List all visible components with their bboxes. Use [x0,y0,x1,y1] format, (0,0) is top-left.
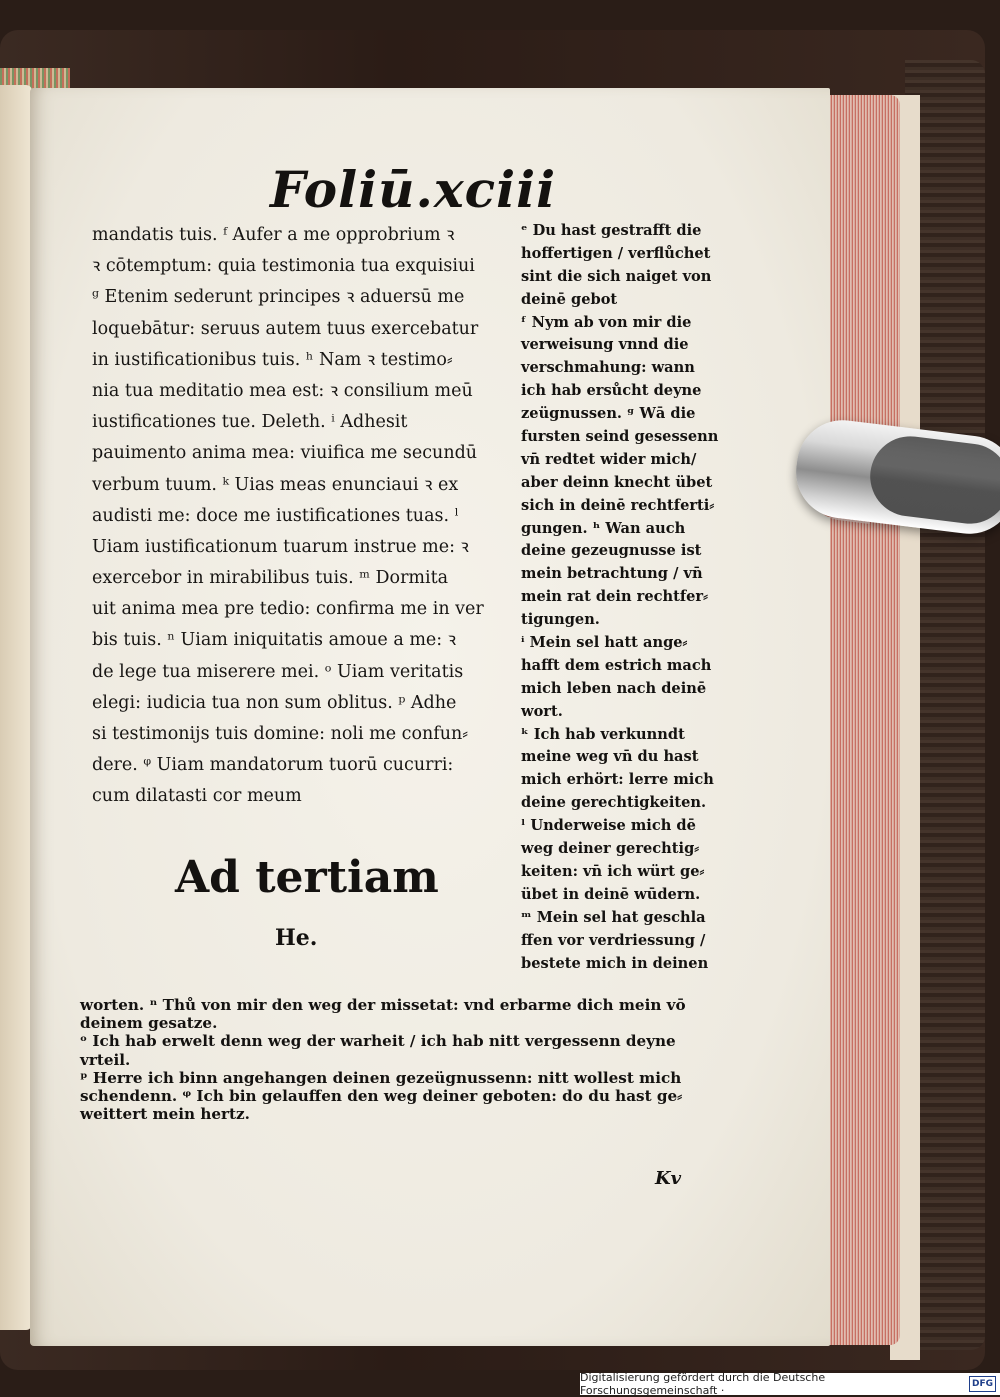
german-text-line: ⁱ Mein sel hatt ange⸗ [521,634,688,652]
latin-text-line: dere. ᵠ Uiam mandatorum tuorū cucurri: [92,755,454,776]
german-text-line: keiten: vn̄ ich würt ge⸗ [521,862,705,880]
german-text-line: mein rat dein rechtfer⸗ [521,588,708,606]
german-text-line: deine gezeugnusse ist [521,542,702,560]
latin-text-line: bis tuis. ⁿ Uiam iniquitatis amoue a me: ꝛ [92,630,457,651]
german-text-line: übet in deinē wūdern. [521,885,701,903]
footer-text: Digitalisierung gefördert durch die Deutsche Forschungsgemeinschaft · [580,1371,826,1397]
german-text-line: hafft dem estrich mach [521,656,712,674]
german-text-line: verschmahung: wann [521,359,695,377]
german-text-line: zeügnussen. ᵍ Wā die [521,405,696,423]
latin-text-line: nia tua meditatio mea est: ꝛ consilium meū [92,380,473,401]
german-text-line: wort. [521,702,563,720]
bottom-text-line: ᵖ Herre ich binn angehangen deinen gezeügnussenn: nitt wollest mich [80,1068,682,1087]
bottom-text-line: weittert mein hertz. [80,1105,250,1124]
german-text-line: verweisung vnnd die [521,336,689,354]
latin-text-line: ꝛ cōtemptum: quia testimonia tua exquisiui [92,256,475,277]
folio-heading: Foliū.xciii [270,160,557,219]
bottom-text-line: deinem gesatze. [80,1014,218,1033]
bottom-text-block [80,996,740,1123]
section-title: Ad tertiam [175,852,439,903]
german-text-line: ffen vor verdriessung / [521,931,706,949]
latin-text-line: uit anima mea pre tedio: confirma me in ver [92,599,484,620]
latin-text-line: mandatis tuis. ᶠ Aufer a me opprobrium ꝛ [92,225,455,245]
dfg-logo: DFG [969,1376,996,1392]
german-text-line: mich erhört: lerre mich [521,771,714,789]
german-text-line: mich leben nach deinē [521,679,707,697]
bottom-text-line: vrteil. [80,1050,131,1069]
red-page-edges [818,95,900,1345]
german-text-line: gungen. ʰ Wan auch [521,519,686,537]
german-text-line: hoffertigen / verflůchet [521,244,711,262]
german-text-line: tigungen. [521,611,600,629]
latin-text-line: de lege tua miserere mei. ᵒ Uiam veritatis [92,661,464,682]
german-text-line: deinē gebot [521,290,618,308]
german-text-line: mein betrachtung / vn̄ [521,565,703,583]
latin-text-line: in iustificationibus tuis. ʰ Nam ꝛ testimo⸗ [92,349,453,370]
german-text-line: sich in deinē rechtferti⸗ [521,496,715,514]
latin-text-line: pauimento anima mea: viuifica me secundū [92,443,478,464]
latin-text-line: verbum tuum. ᵏ Uias meas enunciaui ꝛ ex [92,474,459,495]
latin-text-line: cum dilatasti cor meum [92,786,302,807]
german-text-line: bestete mich in deinen [521,954,709,972]
bottom-text-line: schendenn. ᵠ Ich bin gelauffen den weg deiner geboten: do du hast ge⸗ [80,1086,683,1105]
latin-text-line: exercebor in mirabilibus tuis. ᵐ Dormita [92,568,449,589]
german-text-line: ᶠ Nym ab von mir die [521,313,692,331]
german-text-line: vn̄ redtet wider mich/ [521,450,697,468]
german-column [521,220,747,975]
latin-text-line: iustificationes tue. Deleth. ⁱ Adhesit [92,412,408,433]
bottom-text-line: worten. ⁿ Thů von mir den weg der missetat: vnd erbarme dich mein vō [80,996,686,1014]
footer-bar [580,1373,1000,1395]
latin-text-line: elegi: iudicia tua non sum oblitus. ᵖ Adhe [92,692,457,713]
bottom-text-line: ᵒ Ich hab erwelt denn weg der warheit / ich hab nitt vergessenn deyne [80,1032,676,1051]
german-text-line: ᵐ Mein sel hat geschla [521,908,706,926]
left-page-edge [0,85,32,1330]
latin-text-line: Uiam iustificationum tuarum instrue me: ꝛ [92,536,469,557]
latin-text-line: ᵍ Etenim sederunt principes ꝛ aduersū me [92,287,465,308]
german-text-line: sint die sich naiget von [521,267,712,285]
latin-text-line: audisti me: doce me iustificationes tuas. ˡ [92,505,459,526]
section-subtitle: He. [275,925,318,951]
german-text-line: meine weg vn̄ du hast [521,748,699,766]
german-text-line: ᵉ Du hast gestrafft die [521,222,702,239]
latin-text-line: si testimonijs tuis domine: noli me confun⸗ [92,724,469,744]
german-text-line: ich hab ersůcht deyne [521,382,702,400]
german-text-line: aber deinn knecht übet [521,473,713,491]
german-text-line: ᵏ Ich hab verkunndt [521,725,685,743]
german-text-line: ˡ Underweise mich dē [521,817,696,835]
signature-mark: Kv [655,1168,682,1189]
german-text-line: deine gerechtigkeiten. [521,794,707,812]
german-text-line: fursten seind gesessenn [521,428,719,446]
latin-column [92,220,512,813]
german-text-line: weg deiner gerechtig⸗ [521,840,700,858]
latin-text-line: loquebātur: seruus autem tuus exercebatur [92,318,479,339]
